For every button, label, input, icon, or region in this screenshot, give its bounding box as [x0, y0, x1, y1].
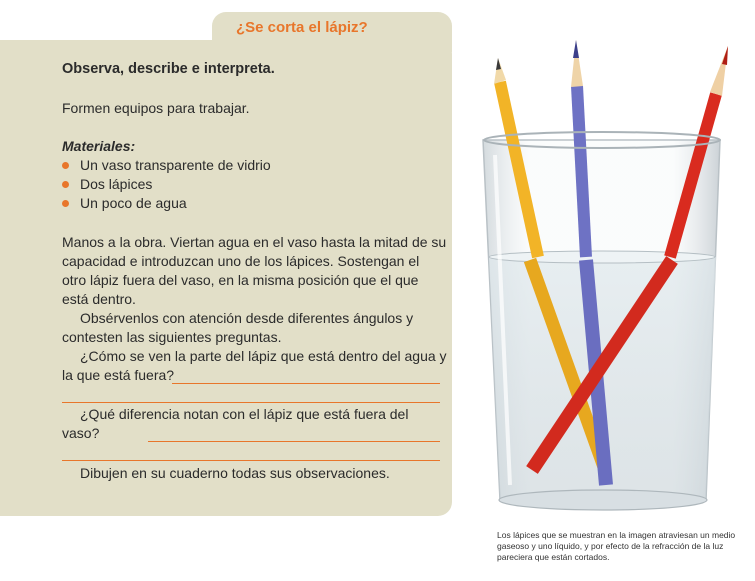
closing-instruction: Dibujen en su cuaderno todas sus observaciones.: [80, 465, 390, 481]
list-item: Un poco de agua: [62, 194, 271, 213]
materials-title: Materiales:: [62, 138, 136, 154]
observation-paragraph: Obsérvenlos con atención desde diferentes ángulos y contesten las siguientes preguntas.: [62, 310, 414, 345]
photo-caption: Los lápices que se muestran en la imagen atraviesan un medio gaseoso y uno líquido, y por efecto de la refracción de la luz pareciera que están cortados.: [497, 530, 736, 562]
glass-with-pencils-photo: [470, 30, 755, 520]
intro-text: Formen equipos para trabajar.: [62, 100, 250, 116]
question-1: ¿Cómo se ven la parte del lápiz que está dentro del agua y la que está fuera?: [62, 348, 447, 383]
answer-line-1b[interactable]: [62, 402, 440, 403]
answer-line-2b[interactable]: [62, 460, 440, 461]
question-2: ¿Qué diferencia notan con el lápiz que está fuera del vaso?: [62, 406, 409, 441]
activity-title: ¿Se corta el lápiz?: [236, 19, 368, 36]
answer-line-1a[interactable]: [172, 383, 440, 384]
bullet-icon: [62, 181, 69, 188]
bullet-icon: [62, 162, 69, 169]
instructions-paragraph: Manos a la obra. Viertan agua en el vaso hasta la mitad de su capacidad e introduzcan uno de los lápices. Sostengan el otro lápiz fuera del vaso, en la misma posición que el que está dentro.: [62, 234, 447, 307]
section-heading: Observa, describe e interpreta.: [62, 61, 275, 77]
bullet-icon: [62, 200, 69, 207]
answer-line-2a[interactable]: [148, 441, 440, 442]
list-item: Dos lápices: [62, 175, 271, 194]
materials-list: [62, 156, 271, 213]
list-item: Un vaso transparente de vidrio: [62, 156, 271, 175]
